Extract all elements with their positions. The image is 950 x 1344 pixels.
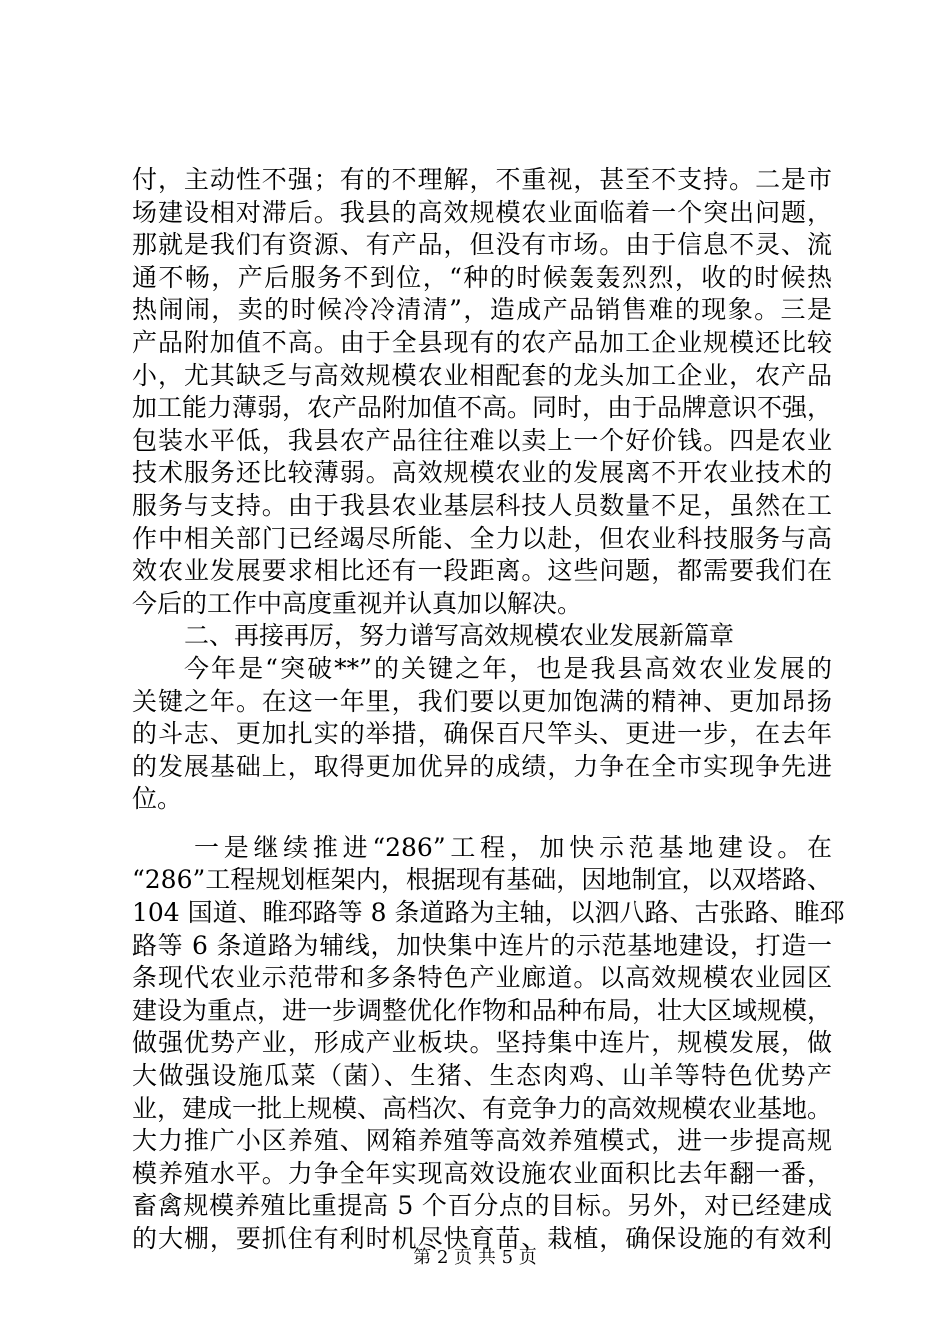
text-line: 加工能力薄弱，农产品附加值不高。同时，由于品牌意识不强， bbox=[132, 393, 833, 423]
text-line: 104 国道、睢邳路等 8 条道路为主轴，以泗八路、古张路、睢邳 bbox=[132, 898, 845, 928]
text-line: 路等 6 条道路为辅线，加快集中连片的示范基地建设，打造一 bbox=[132, 930, 832, 960]
text-line: 条现代农业示范带和多条特色产业廊道。以高效规模农业园区 bbox=[132, 963, 832, 993]
text-line: 今后的工作中高度重视并认真加以解决。 bbox=[132, 588, 583, 618]
text-line: “286”工程规划框架内，根据现有基础，因地制宜，以双塔路、 bbox=[132, 865, 832, 895]
text-line: 模养殖水平。力争全年实现高效设施农业面积比去年翻一番， bbox=[132, 1158, 832, 1188]
text-line: 包装水平低，我县农产品往往难以卖上一个好价钱。四是农业 bbox=[132, 425, 832, 455]
text-line: 效农业发展要求相比还有一段距离。这些问题，都需要我们在 bbox=[132, 556, 832, 586]
text-line: 做强优势产业，形成产业板块。坚持集中连片，规模发展，做 bbox=[132, 1028, 832, 1058]
text-line: 一是继续推进“286”工程，加快示范基地建设。在 bbox=[194, 832, 832, 862]
text-line: 的发展基础上，取得更加优异的成绩，力争在全市实现争先进 bbox=[132, 751, 832, 781]
text-line: 产品附加值不高。由于全县现有的农产品加工企业规模还比较 bbox=[132, 327, 832, 357]
text-line: 大做强设施瓜菜（菌）、生猪、生态肉鸡、山羊等特色优势产 bbox=[132, 1061, 832, 1091]
text-line: 的大棚，要抓住有利时机尽快育苗、栽植，确保设施的有效利 bbox=[132, 1224, 832, 1253]
text-line: 付，主动性不强；有的不理解，不重视，甚至不支持。二是市 bbox=[132, 165, 832, 194]
text-line: 那就是我们有资源、有产品，但没有市场。由于信息不灵、流 bbox=[132, 230, 832, 260]
text-line: 今年是“突破**”的关键之年，也是我县高效农业发展的 bbox=[184, 653, 832, 683]
text-line: 小，尤其缺乏与高效规模农业相配套的龙头加工企业，农产品 bbox=[132, 360, 832, 390]
text-line: 的斗志、更加扎实的举措，确保百尺竿头、更进一步，在去年 bbox=[132, 719, 832, 749]
text-line: 畜禽规模养殖比重提高 5 个百分点的目标。另外，对已经建成 bbox=[132, 1191, 832, 1221]
text-line: 位。 bbox=[132, 784, 183, 814]
text-line: 大力推广小区养殖、网箱养殖等高效养殖模式，进一步提高规 bbox=[132, 1126, 832, 1156]
text-line: 场建设相对滞后。我县的高效规模农业面临着一个突出问题， bbox=[132, 197, 832, 227]
text-line: 技术服务还比较薄弱。高效规模农业的发展离不开农业技术的 bbox=[132, 458, 832, 488]
text-line: 建设为重点，进一步调整优化作物和品种布局，壮大区域规模， bbox=[132, 995, 833, 1025]
text-line: 关键之年。在这一年里，我们要以更加饱满的精神、更加昂扬 bbox=[132, 686, 832, 716]
document-body bbox=[132, 164, 845, 1256]
page-number: 第 2 页 共 5 页 bbox=[413, 1247, 537, 1268]
paragraph-gap bbox=[132, 816, 832, 832]
text-line: 服务与支持。由于我县农业基层科技人员数量不足，虽然在工 bbox=[132, 490, 832, 520]
text-line: 热闹闹，卖的时候冷冷清清”，造成产品销售难的现象。三是 bbox=[132, 295, 832, 325]
text-line: 业，建成一批上规模、高档次、有竞争力的高效规模农业基地。 bbox=[132, 1093, 833, 1123]
text-line: 作中相关部门已经竭尽所能、全力以赴，但农业科技服务与高 bbox=[132, 523, 832, 553]
text-line: 通不畅，产后服务不到位，“种的时候轰轰烈烈，收的时候热 bbox=[132, 262, 832, 292]
section-heading: 二、再接再厉，努力谱写高效规模农业发展新篇章 bbox=[184, 621, 735, 651]
